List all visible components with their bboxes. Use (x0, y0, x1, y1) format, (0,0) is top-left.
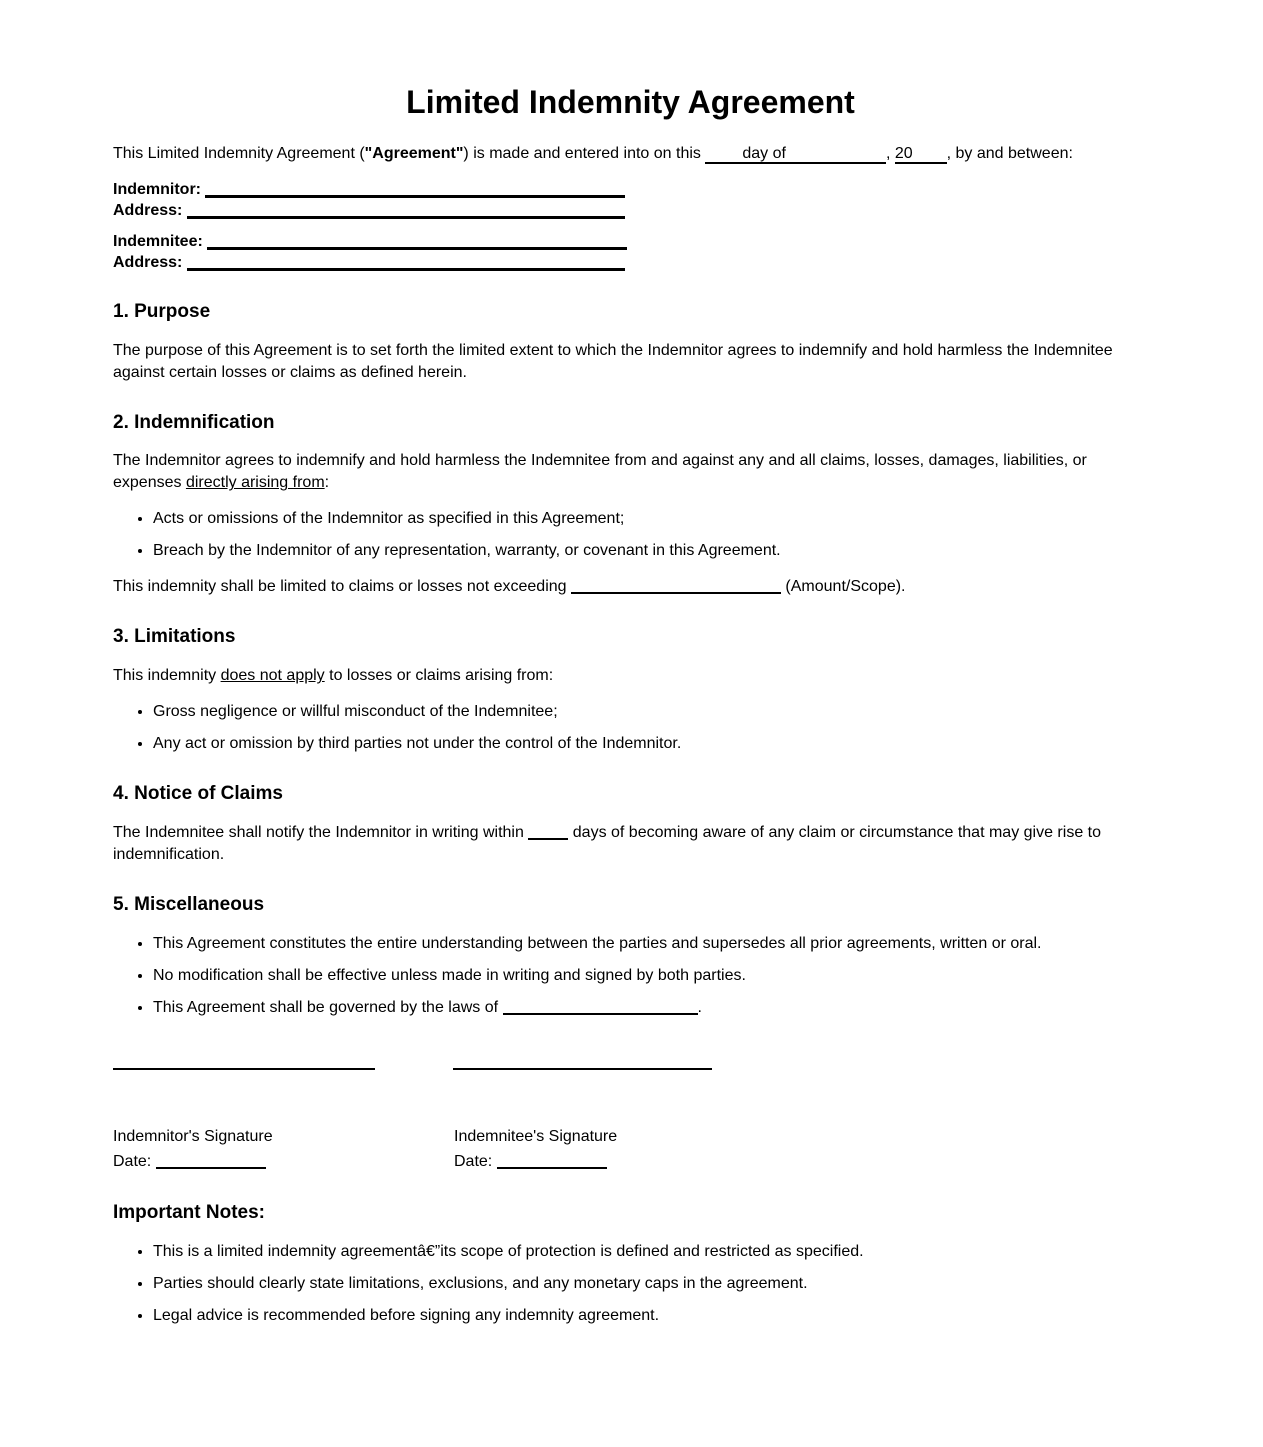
party-block-indemnitee (113, 231, 1148, 273)
underlined-phrase-does-not-apply: does not apply (220, 667, 325, 685)
indemnitor-signature-block (113, 1124, 454, 1174)
limitations-paragraph (113, 665, 1148, 687)
section-heading-notice: 4. Notice of Claims (113, 783, 283, 805)
list-item: • This Agreement constitutes the entire understanding between the parties and supersedes all prior agreements, written or oral. (153, 933, 1148, 955)
indemnitor-date-row (113, 1149, 454, 1174)
indemnitor-label: Indemnitor: (113, 180, 201, 198)
underlined-phrase-directly-arising: directly arising from (185, 474, 325, 492)
miscellaneous-list (113, 933, 1148, 1019)
indemnitor-date-blank (156, 1166, 266, 1169)
days-blank (528, 837, 568, 840)
year-prefix: 20 (894, 144, 913, 162)
amount-blank (571, 591, 781, 594)
page-title: Limited Indemnity Agreement (406, 84, 855, 120)
indemnification-text: The Indemnitor agrees to indemnify and hold harmless the Indemnitee from and against any and all claims, losses, damages, liabilities, or expenses (113, 452, 1087, 492)
governed-text-end: . (697, 998, 702, 1016)
signature-labels-row (113, 1124, 1148, 1174)
purpose-paragraph: The purpose of this Agreement is to set forth the limited extent to which the Indemnitor agrees to indemnify and hold harmless the Indemnitee against certain losses or claims as defined herein. (113, 341, 1113, 381)
section-heading-miscellaneous: 5. Miscellaneous (113, 893, 265, 915)
section-heading-purpose: 1. Purpose (113, 300, 211, 322)
indemnitee-date-blank (497, 1166, 607, 1169)
indemnitee-signature-line (453, 1067, 712, 1070)
limit-text: This indemnity shall be limited to claims or losses not exceeding (113, 578, 571, 596)
indemnitor-address-blank (187, 215, 625, 219)
indemnification-list (113, 508, 1148, 562)
party-block-indemnitor (113, 179, 1148, 221)
list-item: • Any act or omission by third parties not under the control of the Indemnitor. (153, 733, 1148, 755)
indemnitor-signature-line (113, 1067, 375, 1070)
day-of-label: day of (742, 144, 786, 162)
indemnitee-signature-label: Indemnitee's Signature (454, 1127, 618, 1145)
signature-lines-row (113, 1067, 1148, 1070)
indemnitee-label: Indemnitee: (113, 232, 203, 250)
indemnitor-name-blank (205, 194, 625, 198)
agreement-term: "Agreement" (364, 144, 464, 162)
date-label: Date: (454, 1152, 497, 1170)
limitations-list (113, 701, 1148, 755)
list-item: • Gross negligence or willful misconduct of the Indemnitee; (153, 701, 1148, 723)
list-item: • Acts or omissions of the Indemnitor as specified in this Agreement; (153, 508, 1148, 530)
governed-text: This Agreement shall be governed by the laws of (153, 998, 503, 1016)
indemnitor-address-label: Address: (113, 201, 183, 219)
list-item: • No modification shall be effective unless made in writing and signed by both parties. (153, 965, 1148, 987)
limit-text-end: (Amount/Scope). (780, 578, 906, 596)
date-label: Date: (113, 1152, 156, 1170)
section-heading-indemnification: 2. Indemnification (113, 411, 275, 433)
intro-text-start: This Limited Indemnity Agreement ( (113, 144, 365, 162)
section-heading-limitations: 3. Limitations (113, 626, 236, 648)
intro-text-mid: ) is made and entered into on this (463, 144, 706, 162)
intro-comma: , (885, 144, 895, 162)
note-item: • Legal advice is recommended before signing any indemnity agreement. (153, 1305, 1148, 1327)
limitations-text-end: to losses or claims arising from: (324, 667, 554, 685)
indemnitee-date-row (454, 1149, 795, 1174)
notes-list (113, 1241, 1148, 1327)
notice-paragraph (113, 822, 1148, 866)
note-item: • Parties should clearly state limitations, exclusions, and any monetary caps in the agreement. (153, 1273, 1148, 1295)
indemnitee-address-blank (187, 267, 625, 271)
limitations-text: This indemnity (113, 667, 221, 685)
day-blank (705, 145, 886, 164)
indemnitee-address-label: Address: (113, 253, 183, 271)
notice-text: The Indemnitee shall notify the Indemnitor in writing within (113, 823, 529, 841)
note-item: • This is a limited indemnity agreementâ€”its scope of protection is defined and restricted as specified. (153, 1241, 1148, 1263)
year-blank (895, 145, 947, 164)
indemnification-paragraph (113, 450, 1148, 494)
laws-blank (503, 1012, 698, 1015)
indemnitee-signature-block (454, 1124, 795, 1174)
list-item (153, 997, 1148, 1019)
limit-paragraph (113, 576, 1148, 598)
indemnitee-name-blank (207, 246, 627, 250)
intro-paragraph (113, 143, 1148, 165)
notes-heading: Important Notes: (113, 1201, 265, 1223)
intro-text-end: , by and between: (946, 144, 1073, 162)
notice-text-end: days of becoming aware of any claim or circumstance that may give rise to indemnification. (113, 823, 1101, 863)
indemnification-colon: : (324, 474, 330, 492)
indemnitor-signature-label: Indemnitor's Signature (113, 1127, 273, 1145)
list-item: • Breach by the Indemnitor of any representation, warranty, or covenant in this Agreement. (153, 540, 1148, 562)
